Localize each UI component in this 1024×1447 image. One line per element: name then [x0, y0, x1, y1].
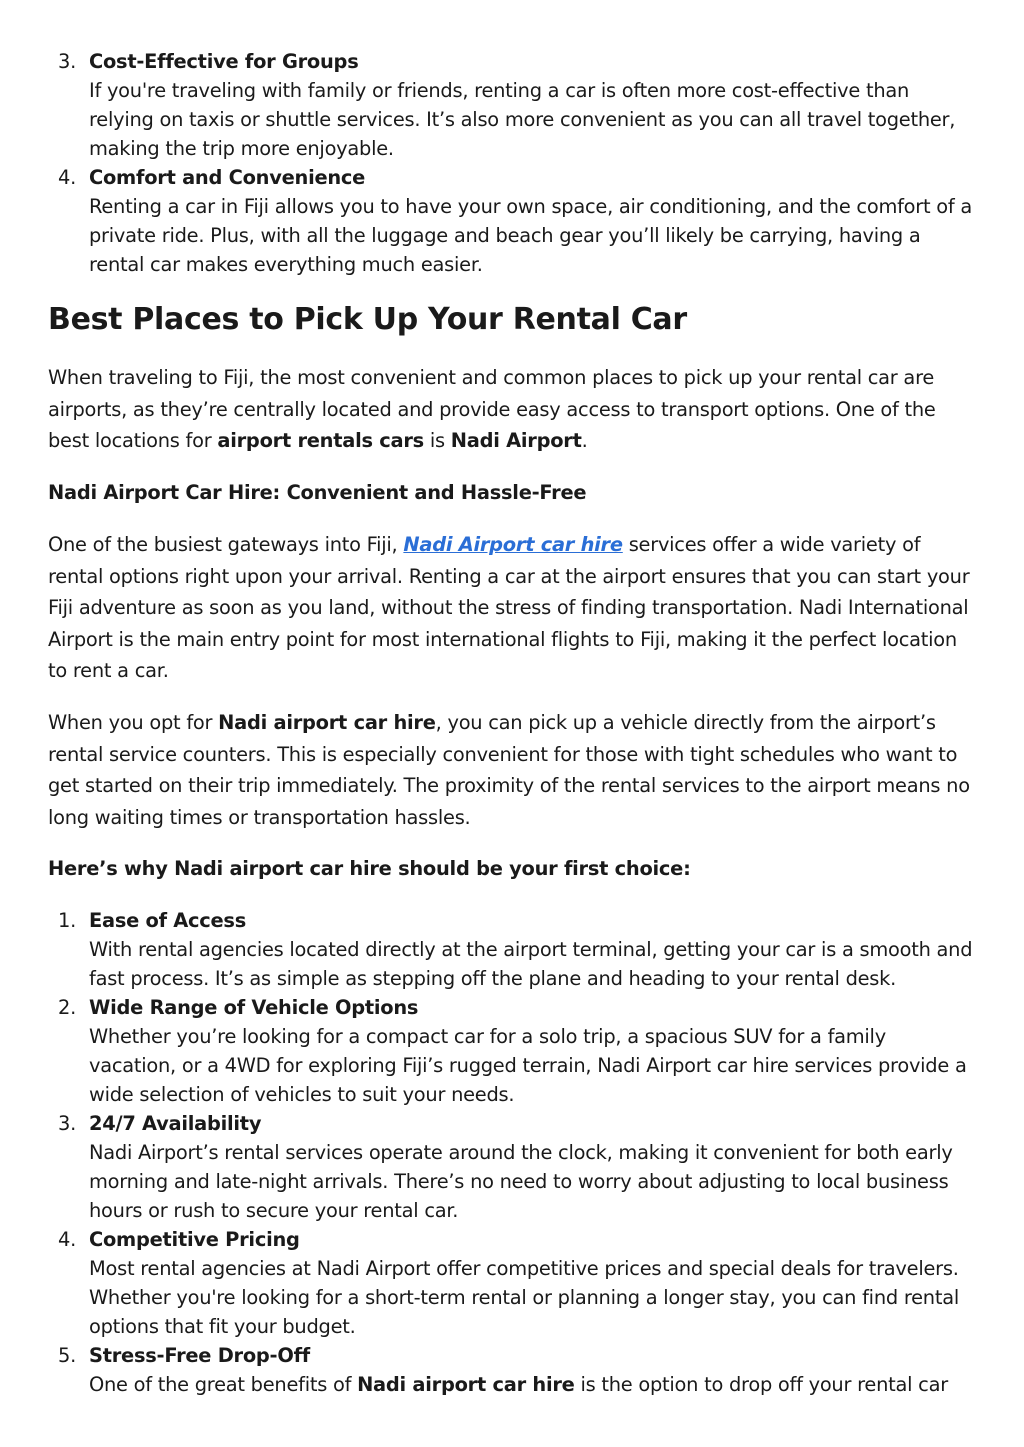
list-item — [48, 1109, 978, 1225]
list-item-title: Wide Range of Vehicle Options — [89, 996, 419, 1019]
intro-bold-nadi-airport: Nadi Airport — [450, 429, 582, 452]
list-item-title: Ease of Access — [89, 909, 247, 932]
para2-bold: Nadi airport car hire — [218, 711, 436, 734]
list-item-number: 5. — [58, 1344, 77, 1367]
why-heading: Here’s why Nadi airport car hire should be your first choice: — [48, 857, 691, 880]
list-item-body: Most rental agencies at Nadi Airport offer competitive prices and special deals for travelers. Whether you're looking for a short-term rental or planning a longer stay, you can find rental options that fit your budget. — [89, 1257, 959, 1338]
top-benefits-list — [48, 47, 978, 279]
list-item-number: 4. — [58, 1228, 77, 1251]
list-item — [48, 163, 978, 279]
list-item-body — [89, 1370, 978, 1399]
list-item — [48, 906, 978, 993]
list-item-number: 3. — [58, 50, 77, 73]
intro-bold-airport-rentals: airport rentals cars — [217, 429, 424, 452]
intro-text-2: is — [423, 429, 451, 452]
para1-text-1: One of the busiest gateways into Fiji, — [48, 533, 404, 556]
subheading-nadi-car-hire: Nadi Airport Car Hire: Convenient and Hassle-Free — [48, 481, 587, 504]
list-item-body: Renting a car in Fiji allows you to have your own space, air conditioning, and the comfort of a private ride. Plus, with all the luggage and beach gear you’ll likely be carrying, having a rental car makes everything much easier. — [89, 195, 972, 276]
list-item-number: 3. — [58, 1112, 77, 1135]
list-item-body: With rental agencies located directly at the airport terminal, getting your car is a smooth and fast process. It’s as simple as stepping off the plane and heading to your rental desk. — [89, 938, 973, 990]
section-heading: Best Places to Pick Up Your Rental Car — [48, 302, 687, 337]
why-choose-list — [48, 906, 978, 1399]
list-item-title: Cost-Effective for Groups — [89, 50, 359, 73]
list-item — [48, 1341, 978, 1399]
list-item-body: Whether you’re looking for a compact car for a solo trip, a spacious SUV for a family vacation, or a 4WD for exploring Fiji’s rugged terrain, Nadi Airport car hire services provide a wide selection of vehicles to suit your needs. — [89, 1025, 967, 1106]
list-item-title: Comfort and Convenience — [89, 166, 366, 189]
item5-body-text-2: is the option to drop off your rental car — [574, 1373, 948, 1396]
nadi-airport-car-hire-link[interactable]: Nadi Airport car hire — [403, 533, 623, 556]
list-item-title: 24/7 Availability — [89, 1112, 262, 1135]
list-item — [48, 993, 978, 1109]
list-item — [48, 1225, 978, 1341]
para2-text-1: When you opt for — [48, 711, 219, 734]
list-item-body: If you're traveling with family or friends, renting a car is often more cost-effective than relying on taxis or shuttle services. It’s also more convenient as you can all travel together, making the trip more enjoyable. — [89, 79, 956, 160]
list-item-body: Nadi Airport’s rental services operate around the clock, making it convenient for both early morning and late-night arrivals. There’s no need to worry about adjusting to local business hours or rush to secure your rental car. — [89, 1141, 953, 1222]
intro-paragraph — [48, 362, 978, 457]
list-item-number: 1. — [58, 909, 77, 932]
para2-text-2: , you can pick up a vehicle directly from the airport’s rental service counters. This is especially convenient for those with tight schedules who want to get started on their trip immediately. The proximity of the rental services to the airport means no long waiting times or transportation hassles. — [48, 711, 970, 829]
list-item-title: Stress-Free Drop-Off — [89, 1344, 310, 1367]
opt-for-paragraph — [48, 707, 978, 833]
list-item-title: Competitive Pricing — [89, 1228, 300, 1251]
para1-text-2: services offer a wide variety of rental options right upon your arrival. Renting a car at the airport ensures that you can start your Fiji adventure as soon as you land, without the stress of finding transportation. Nadi International Airport is the main entry point for most international flights to Fiji, making it the perfect location to rent a car. — [48, 533, 970, 682]
item5-body-text-1: One of the great benefits of — [89, 1373, 358, 1396]
intro-text-3: . — [581, 429, 588, 452]
nadi-hire-paragraph — [48, 529, 978, 687]
list-item — [48, 47, 978, 163]
intro-text-1: When traveling to Fiji, the most convenient and common places to pick up your rental car are airports, as they’re centrally located and provide easy access to transport options. One of the best locations for — [48, 366, 936, 452]
item5-body-bold: Nadi airport car hire — [357, 1373, 575, 1396]
list-item-number: 4. — [58, 166, 77, 189]
list-item-number: 2. — [58, 996, 77, 1019]
